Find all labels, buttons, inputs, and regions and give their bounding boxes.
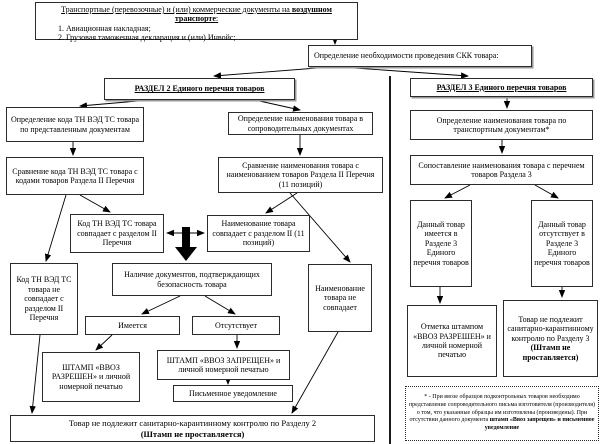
footnote-box: * - При ввозе образцов подконтрольных товаров необходимо представление сопроводительного письма изготовителя (производителя) о том, что указанные образцы им изготовлены (произведены). При отсутствии данного документа штамп «Ввоз запрещен» и письменное уведомление — [405, 386, 599, 441]
section2-final-line1: Товар не подлежит санитарно-карантинному контролю по Разделу 2 — [68, 418, 317, 429]
s3-final-box: Товар не подлежит санитарно-карантинному контролю по Разделу 3 (Штамп не проставляется) — [503, 300, 598, 377]
safety-docs-box: Наличие документов, подтверждающих безопасность товара — [112, 263, 272, 296]
section3-title: РАЗДЕЛ 3 Единого перечня товаров — [410, 78, 593, 97]
section-divider — [389, 76, 391, 444]
skk-decision-box: Определение необходимости проведения СКК товара: — [308, 45, 532, 67]
section2-final-box — [10, 415, 375, 442]
written-notice-box: Письменное уведомление — [173, 385, 293, 402]
s3-not-in-list-box: Данный товар отсутствует в Разделе 3 Единого перечня товаров — [531, 200, 593, 287]
document-list-item: 2. Грузовая таможенная декларация и (или) Инвойс; — [58, 33, 236, 43]
name-match-box: Наименование товара совпадает с разделом II (11 позиций) — [207, 215, 310, 252]
define-name-box: Определение наименования товара в сопроводительных документах — [228, 112, 373, 135]
code-match-box: Код ТН ВЭД ТС товара совпадает с разделом II Перечня — [70, 214, 164, 253]
compare-name-box: Сравнение наименования товара с наименованием товаров Раздела II Перечня (11 позиций) — [218, 157, 383, 193]
thick-down-arrow — [175, 227, 197, 261]
s3-in-list-box: Данный товар имеется в Разделе 3 Единого перечня товаров — [410, 200, 472, 287]
section2-final-line2: (Штамп не проставляется) — [140, 428, 245, 439]
code-mismatch-box: Код ТН ВЭД ТС товара не совпадает с разделом II Перечня — [10, 263, 78, 335]
transport-documents-box — [35, 2, 358, 43]
s3-define-name-box: Определение наименования товара по транспортным документам* — [410, 110, 593, 140]
define-code-box: Определение кода ТН ВЭД ТС товара по представленным документам — [6, 107, 144, 142]
docs-present-box: Имеется — [85, 316, 180, 335]
document-list-item: 1. Авиационная накладная; — [58, 23, 151, 33]
section2-title: РАЗДЕЛ 2 Единого перечня товаров — [104, 78, 295, 100]
docs-absent-box: Отсутствует — [192, 316, 280, 335]
s3-compare-box: Сопоставление наименования товара с перечнем товаров Раздела 3 — [410, 155, 593, 185]
compare-code-box: Сравнение кода ТН ВЭД ТС товара с кодами товаров Раздела II Перечня — [6, 157, 144, 195]
name-mismatch-box: Наименование товара не совпадает — [308, 264, 372, 332]
stamp-allowed-box: ШТАМП «ВВОЗ РАЗРЕШЕН» и личной номерной печатью — [42, 352, 140, 402]
stamp-denied-box: ШТАМП «ВВОЗ ЗАПРЕЩЕН» и личной номерной печатью — [157, 350, 290, 380]
transport-documents-title: Транспортные (перевозочные) и (или) коммерческие документы на воздушном транспорте: — [61, 5, 332, 24]
s3-stamp-allowed-box: Отметка штампом «ВВОЗ РАЗРЕШЕН» и личной номерной печатью — [407, 305, 497, 377]
